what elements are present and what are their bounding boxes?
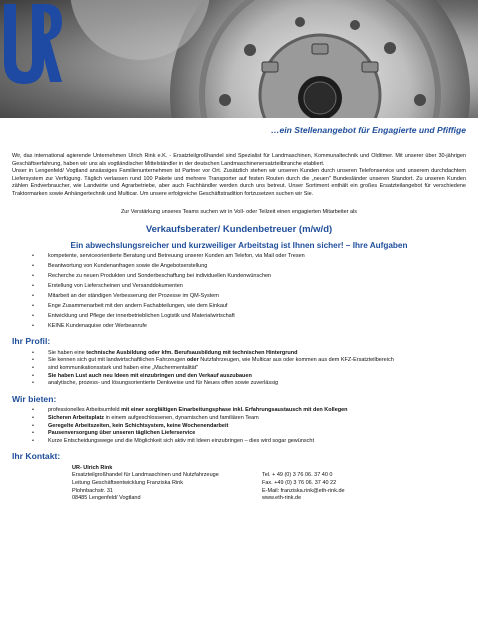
list-item: [48, 430, 466, 438]
contact-fax: Fax. +49 (0) 3 76 06. 37 40 22: [262, 480, 337, 487]
text-run-bold: oder: [186, 357, 199, 364]
contact-heading: Ihr Kontakt:: [12, 451, 61, 462]
list-item: • Recherche zu neuen Produkten und Sonderbeschaffung bei individuellen Kundenwünschen: [48, 273, 466, 281]
posting-body: [12, 153, 466, 503]
clutch-plate-illustration: [0, 0, 478, 118]
text-run-bold: Sie haben Lust auch neu Ideen mit einzubringen und den Verkauf auszubauen: [48, 372, 252, 379]
tagline: …ein Stellenangebot für Engagierte und Pfiffige: [270, 125, 466, 135]
profile-list: [12, 350, 466, 388]
ur-logo: [0, 0, 64, 86]
list-item: • Beantwortung von Kundenanfragen sowie die Angebotserstellung: [48, 263, 466, 271]
contact-line: Leitung Geschäftsentwicklung Franziska Rink: [72, 480, 183, 487]
list-item: [48, 365, 466, 373]
profile-heading: Ihr Profil:: [12, 336, 51, 347]
contact-line: 08485 Lengenfeld/ Vogtland: [72, 495, 141, 502]
list-item: [48, 373, 466, 381]
contact-block: [48, 465, 466, 503]
job-title: Verkaufsberater/ Kundenbetreuer (m/w/d): [145, 224, 333, 236]
text-run: Sie kennen sich gut mit landwirtschaftlichen Fahrzeugen: [48, 357, 187, 364]
contact-phone: Tel. + 49 (0) 3 76 06. 37 40 0: [262, 472, 333, 479]
text-run-bold: technische Ausbildung oder kfm. Berufsausbildung mit technischen Hintergrund: [86, 349, 298, 356]
contact-line: Ersatzteilgroßhandel für Landmaschinen und Nutzfahrzeuge: [72, 472, 219, 479]
text-run: in einem aufgeschlossenen, dynamischen und familiären Team: [104, 414, 259, 421]
text-run-bold: Geregelte Arbeitszeiten, kein Schichtsystem, keine Wochenendarbeit: [48, 422, 229, 429]
text-run: analytische, prozess- und lösungsorientierte Denkweise und für Neues offen sowie zuverlässig: [48, 380, 279, 387]
list-item: • Mitarbeit an der ständigen Verbesserung der Prozesse im QM-System: [48, 293, 466, 301]
contact-channels: [262, 465, 345, 503]
tasks-list: [12, 253, 466, 330]
list-item: • Erstellung von Lieferscheinen und Versanddokumenten: [48, 283, 466, 291]
contact-company-name: UR- Ulrich Rink: [72, 464, 113, 471]
text-run-bold: Pausenversorgung über unseren täglichen Lieferservice: [48, 430, 196, 437]
tasks-heading: Ein abwechslungsreicher und kurzweiliger Arbeitstag ist Ihnen sicher! – Ihre Aufgaben: [70, 240, 408, 250]
list-item: [48, 438, 466, 446]
text-run-bold: Sicheren Arbeitsplatz: [48, 414, 105, 421]
text-run: professionelles Arbeitsumfeld: [48, 407, 122, 414]
list-item: • Entwicklung und Pflege der innerbetrieblichen Logistik und Materialwirtschaft: [48, 313, 466, 321]
list-item: • KEINE Kundenaquise oder Werbeanrufe: [48, 323, 466, 331]
list-item: [48, 415, 466, 423]
text-run-bold: mit einer sorgfältigen Einarbeitungsphase inkl. Erfahrungsaustausch mit den Kollegen: [121, 407, 348, 414]
list-item: [48, 423, 466, 431]
list-item: [48, 407, 466, 415]
contact-website-link[interactable]: www.eth-rink.de: [262, 495, 302, 502]
text-run: sind kommunikationsstark und haben eine „Machermentalität": [48, 364, 199, 371]
header-banner-image: [0, 0, 478, 118]
contact-email-link[interactable]: E-Mail: franziska.rink@eth-rink.de: [262, 487, 345, 494]
list-item: [48, 350, 466, 358]
intro-paragraph-company: Wir, das international agierende Unternehmen Ulrich Rink e.K. - Ersatzteilgroßhandel sind Spezialist für Landmaschinen, Kommunaltechnik und Oldtimer. Mit unserer über 30-jährigen Geschäftserfahrung, haben wir uns als vogtländischer Mittelständler in der deutschen Landmaschinenersatzteilbranche etabliert.: [12, 153, 466, 167]
list-item: • kompetente, serviceorientierte Beratung und Betreuung unserer Kunden am Telefon, via Mail oder Tresen: [48, 253, 466, 261]
contact-line: Plohnbachstr. 31: [72, 487, 113, 494]
contact-address: [72, 465, 242, 503]
text-run: Nutzfahrzeugen, wie Multicar aus oder kommen aus dem KFZ-Ersatzteilbereich: [198, 357, 394, 364]
intro-recruiting-line: Zur Verstärkung unseres Teams suchen wir in Voll- oder Teilzeit einen engagierten Mitarbeiter als: [120, 208, 358, 215]
offer-heading: Wir bieten:: [12, 393, 57, 404]
list-item: • Enge Zusammenarbeit mit den andern Fachabteilungen, wie dem Einkauf: [48, 303, 466, 311]
intro-paragraph-location: Unser in Lengenfeld/ Vogtland ansässiges Familienunternehmen ist Partner vor Ort. Zusätzlich stehen wir unseren Kunden durch unseren Telefonservice und unserem durchdachtem Liefersystem zur Verfügung. Täglich verlassen rund 100 Pakete und mehrere Transporter auf festen Routen durch die „neuen" Bundesländer unseren Standort. Zu unseren Kunden zählen Endverbraucher, wie Landwirte und Agrarbetriebe, aber auch Fachhändler werden durch uns betreut. Unser Sortiment enthält ein großes Ersatzteilangebot für verschiedene Traktormarken sowie Anhängertechnik und Multicar. Um unsere erfolgreiche Geschäftstradition fortzusetzen suchen wir Sie.: [12, 168, 466, 197]
list-item: [48, 380, 466, 388]
list-item: [48, 357, 466, 365]
offer-list: [12, 407, 466, 445]
text-run: Sie haben eine: [48, 349, 87, 356]
text-run: Kurze Entscheidungswege und die Möglichkeit sich aktiv mit Ideen einzubringen – dies wird sogar gewünscht: [48, 437, 314, 444]
